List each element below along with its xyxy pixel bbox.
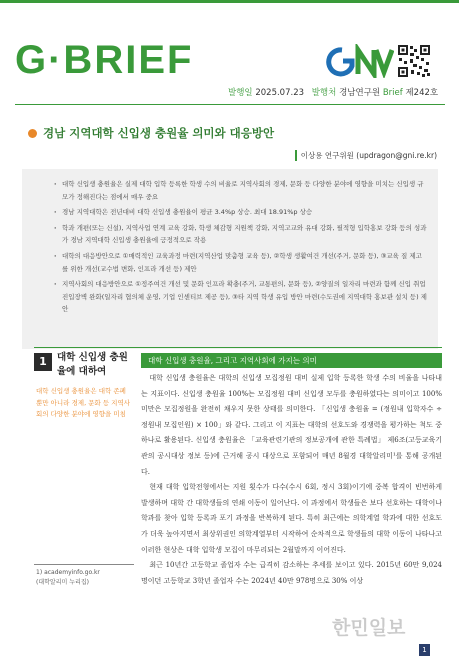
section-divider bbox=[34, 347, 442, 348]
title-row bbox=[28, 125, 274, 141]
body-paragraph: 대학 신입생 충원율은 대학의 신입생 모집정원 대비 실제 입학 등록한 학생 수의 비율을 나타내는 지표이다. 신입생 충원율 100%는 모집정원 대비 신입생 모두를 충원하였다는 의미이고 100% 미만은 모집정원을 완전히 채우지 못한 상태를 의미한다. 「신입생 충원율 = (정원내 입학자수 ÷ 정원내 모집인원) × 100」와 같다. 그리고 이 지표는 대학의 선호도와 경쟁력을 평가하는 척도 중 하나로 활용된다. 신입생 충원율은 「교육관련기관의 정보공개에 관한 특례법」 제6조(고등교육기관의 공시대상 정보 등)에 근거해 공시 대상으로 포함되어 매년 8월경 대학알리미¹를 통해 공개된다. bbox=[141, 374, 442, 476]
body-text bbox=[141, 371, 442, 589]
date-label: 발행일 bbox=[228, 88, 253, 98]
issue-meta bbox=[228, 86, 438, 98]
top-rule bbox=[0, 0, 459, 3]
header-divider bbox=[15, 104, 445, 105]
summary-box bbox=[22, 169, 438, 349]
watermark: 한민일보 bbox=[332, 617, 406, 639]
footnote-divider bbox=[34, 564, 134, 565]
bullet-dot-icon bbox=[28, 129, 37, 138]
subheading-banner: 대학 신입생 충원율, 그리고 지역사회에 가지는 의미 bbox=[141, 353, 442, 368]
page-number: 1 bbox=[419, 644, 430, 656]
page-title: 경남 지역대학 신입생 충원율 의미와 대응방안 bbox=[43, 126, 275, 140]
summary-item: · 대학 신입생 충원율은 실제 대학 입학 등록한 학생 수의 비율로 지역사회의 경제, 문화 등 다양한 분야에 영향을 미치는 신입생 규모가 정해진다는 점에서 매우 중요 bbox=[32, 178, 428, 203]
issue-label: Brief bbox=[382, 88, 403, 98]
section-description: 대학 신입생 충원율은 대학 존폐뿐만 아니라 경제, 문화 등 지역사회의 다양한 분야에 영향을 미침 bbox=[36, 387, 131, 418]
issue-value: 제242호 bbox=[405, 88, 439, 98]
summary-item: · 대학의 대응방안으로 ①매력적인 교육과정 마련(지역산업 맞춤형 교육 등), ②학생 생활여건 개선(주거, 문화 등), ③교육 질 제고를 위한 개선(교수법 변화, 인프라 개선 등) 제안 bbox=[32, 250, 428, 275]
footnote-line: (대학알리미 누리집) bbox=[36, 579, 89, 586]
publisher-value: 경남연구원 bbox=[339, 88, 381, 98]
section-title: 대학 신입생 충원율에 대하여 bbox=[57, 352, 128, 377]
gbrief-logo: G·BRIEF bbox=[15, 38, 194, 82]
footnote bbox=[36, 568, 136, 588]
summary-item: · 경남 지역대학은 전년대비 대학 신입생 충원율이 평균 3.4%p 상승. 최대 18.91%p 상승 bbox=[32, 206, 428, 219]
qr-code-icon[interactable] bbox=[397, 44, 431, 78]
summary-item: · 지역사회의 대응방안으로 ①정주여건 개선 및 문화 인프라 확충(주거, 교통편의, 문화 등), ②양질의 일자리 마련과 함께 신입 취업 진입장벽 완화(일자리 협의체 운영, 기업 인센티브 제공 등), ③타 지역 학생 유입 방안 마련(수도권에 지역대학 홍보관 설치 등) 제안 bbox=[32, 278, 428, 316]
body-paragraph: 최근 10년간 고등학교 졸업자 수는 급격히 감소하는 추세를 보이고 있다. 2015년 60만 9,024명이던 고등학교 3학년 졸업자 수는 2024년 40만 978명으로 30% 이상 bbox=[141, 561, 442, 585]
author-line: 이상용 연구위원 (updragon@gni.re.kr) bbox=[295, 150, 437, 161]
body-paragraph: 현재 대학 입학전형에서는 지원 횟수가 다수(수시 6회, 정시 3회)이기에 중복 합격이 빈번하게 발생하며 대학 간 대학생들의 연쇄 이동이 일어난다. 이 과정에서 학생들은 보다 선호하는 대학이나 학과를 찾아 입학 등록과 포기 과정을 반복하게 된다. 특히 최근에는 의학계열 학과에 대한 선호도가 더욱 높아지면서 최상위권인 의학계열부터 시작하여 순차적으로 학생들의 대학 이동이 나타나고 이러한 현상은 대학 입학생 모집이 마무리되는 2월말까지 이어진다. bbox=[141, 483, 442, 554]
gni-logo-icon bbox=[324, 44, 394, 78]
publisher-label: 발행처 bbox=[311, 88, 337, 98]
date-value: 2025.07.23 bbox=[255, 88, 305, 98]
footnote-line[interactable]: 1) academyinfo.go.kr bbox=[36, 569, 100, 576]
section-number: 1 bbox=[34, 353, 52, 371]
summary-item: · 학과 개편(또는 신설), 지역사업 연계 교육 강화, 학생 체감형 지원책 강화, 지역고교와 유대 강화, 필적형 입학홍보 강화 등의 성과가 경남 지역대학 신입생 충원율에 긍정적으로 작용 bbox=[32, 222, 428, 247]
